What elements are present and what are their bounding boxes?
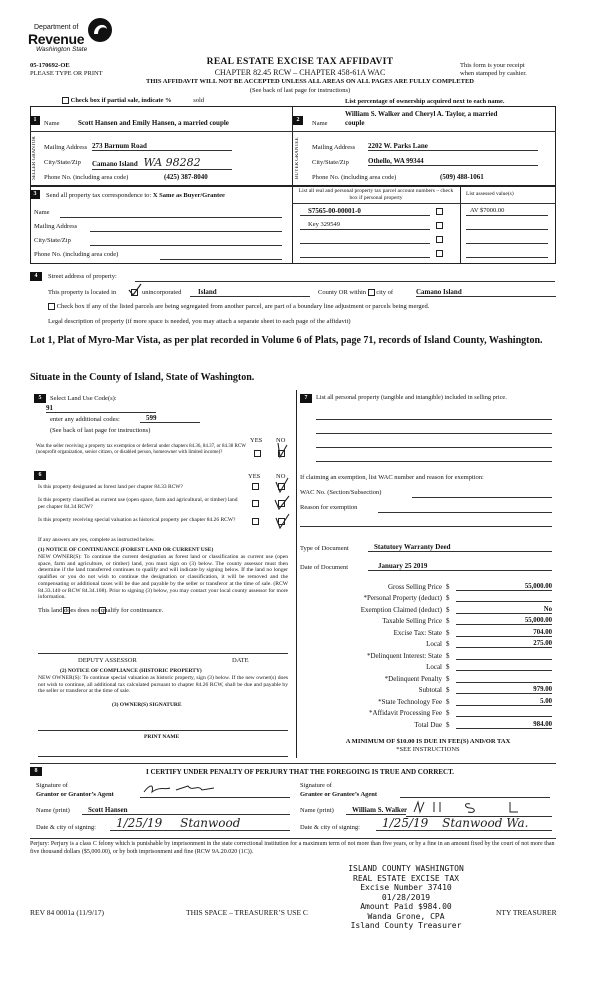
rev-number: REV 84 0001a (11/9/17) (30, 908, 104, 917)
fee-label: *Delinquent Interest: State (366, 651, 442, 660)
section-4-tag: 4 (30, 272, 42, 281)
seller-phone[interactable]: (425) 387-8040 (164, 173, 208, 181)
land-does-not-checkbox[interactable] (99, 607, 106, 614)
stamp-line: 01/28/2019 (381, 892, 431, 902)
assessed-header: List assessed value(s) (466, 191, 514, 197)
partial-sale-checkbox[interactable] (62, 97, 69, 104)
doc-type[interactable]: Statutory Warranty Deed (368, 543, 552, 552)
see-back-note: (See back of last page for instructions) (249, 87, 351, 94)
legal-label: Legal description of property (if more space is needed, you may attach a separate sheet to each page of the affidavit) (48, 318, 351, 325)
s6-q1-yes[interactable] (252, 483, 259, 490)
parcel-key[interactable]: Key 329549 (308, 221, 340, 228)
fee-dollar: $ (446, 628, 450, 637)
section-1-tag: 1 (30, 116, 40, 125)
fee-dollar: $ (446, 605, 450, 614)
wac-label: WAC No. (Section/Subsection) (300, 489, 382, 496)
fee-label: Taxable Selling Price (382, 617, 442, 625)
grantor-city: Stanwood (180, 816, 241, 830)
fee-value[interactable] (456, 708, 552, 717)
grantee-date-label: Date & city of signing: (300, 824, 360, 831)
fee-value[interactable]: 984.00 (456, 721, 552, 729)
stamp-line: Island County Treasurer (350, 921, 462, 930)
receipt-note-1: This form is your receipt (460, 62, 525, 69)
section-3-tag: 3 (30, 190, 40, 199)
fee-label: Gross Selling Price (387, 582, 442, 591)
fee-value[interactable] (456, 593, 552, 602)
form-chapter: CHAPTER 82.45 RCW – CHAPTER 458-61A WAC (214, 68, 386, 77)
notice2-body: NEW OWNER(S): To continue special valuation as historic property, sign (3) below. If the new owner(s) does not wish to continue, all additional tax calculated pursuant to chapter 84.26 RCW, shall be due and payable by the seller or transferor at the time of sale. (38, 675, 288, 695)
personal-property-label: List all personal property (tangible and intangible) included in selling price. (316, 394, 507, 401)
section-8-tag: 8 (30, 767, 42, 776)
unincorporated-label: unincorporated (142, 289, 182, 296)
fee-row (300, 648, 556, 660)
grantee-name-label: Name (print) (300, 807, 334, 814)
fee-label: Local (426, 640, 442, 648)
city-checkbox[interactable] (368, 289, 375, 296)
s6-q3: Is this property receiving special valuation as historical property per chapter 84.26 RCW? (38, 517, 236, 523)
fee-row (300, 706, 556, 718)
unincorporated-check-icon (127, 283, 143, 297)
land-does-checkbox[interactable] (63, 607, 70, 614)
perjury-note: Perjury: Perjury is a class C felony which is punishable by imprisonment in the state correctional institution for a maximum term of not more than five years, or by a fine in an amount fixed by the court of not more than five thousand dollars ($5,000.00), or by both imprisonment and fine (RCW 9A.20.020 (1C)). (30, 841, 555, 855)
correspondence-label: Send all property tax correspondence to: X Same as Buyer/Grantee (46, 192, 225, 199)
seller-city-handwritten: WA 98282 (143, 156, 201, 169)
fees-table (300, 579, 556, 729)
stamp-line: Amount Paid $984.00 (360, 902, 452, 911)
fee-value[interactable]: 55,000.00 (456, 617, 552, 625)
deputy-assessor: DEPUTY ASSESSOR (78, 657, 137, 664)
grantee-city: Stanwood Wa. (442, 816, 529, 830)
grantee-sig-label-1: Signature of (300, 782, 332, 789)
grantor-sig-label-1: Signature of (36, 782, 68, 789)
county-value[interactable]: Island (190, 288, 310, 297)
fee-row (300, 660, 556, 672)
seller-name-label: Name (44, 120, 60, 127)
please-type: PLEASE TYPE OR PRINT (30, 70, 103, 77)
stamp-line: Excise Number 37410 (360, 883, 452, 892)
treasurer-space-left: THIS SPACE – TREASURER’S USE C (186, 908, 308, 917)
grantor-name[interactable]: Scott Hansen (82, 806, 290, 815)
s5-no-check-icon (275, 441, 289, 459)
buyer-city[interactable]: Othello, WA 99344 (368, 157, 538, 166)
fee-row (300, 637, 556, 649)
fee-value[interactable]: 275.00 (456, 640, 552, 648)
section-5-tag: 5 (34, 394, 46, 403)
stamp-line: REAL ESTATE EXCISE TAX (353, 873, 459, 883)
buyer-name-line1[interactable]: William S. Walker and Cheryl A. Taylor, a married (345, 110, 498, 118)
grantee-sig-label-2: Grantee or Grantee’s Agent (300, 791, 378, 798)
street-address-label: Street address of property: (48, 273, 117, 280)
fee-dollar: $ (446, 709, 450, 717)
buyer-phone-label: Phone No. (including area code) (312, 174, 397, 181)
logo-line1: Department of (34, 24, 79, 31)
fee-row (300, 579, 556, 591)
seller-city-label: City/State/Zip (44, 159, 81, 166)
s6-no: NO (276, 473, 286, 480)
fee-value[interactable]: No (456, 606, 552, 614)
fee-dollar: $ (446, 594, 450, 602)
if-yes-note: If any answers are yes, complete as instructed below. (38, 537, 155, 543)
fee-value[interactable] (456, 662, 552, 671)
minimum-fee-note: A MINIMUM OF $10.00 IS DUE IN FEE(S) AND/OR TAX (345, 738, 511, 745)
fee-row (300, 614, 556, 626)
grantor-name-label: Name (print) (36, 807, 70, 814)
fee-dollar: $ (446, 686, 450, 694)
fee-label: Excise Tax: State (393, 628, 442, 637)
seller-city-text: Camano Island (92, 160, 138, 168)
certify-line: I CERTIFY UNDER PENALTY OF PERJURY THAT THE FOREGOING IS TRUE AND CORRECT. (145, 768, 454, 776)
fee-dollar: $ (446, 582, 450, 591)
s6-no-checks-icon (272, 476, 292, 532)
reason-label: Reason for exemption (300, 504, 358, 511)
fee-dollar: $ (446, 697, 450, 706)
dor-logo (28, 16, 118, 56)
fee-row (300, 683, 556, 695)
logo-line2: Revenue (28, 31, 85, 47)
partial-sale-row (62, 97, 204, 104)
fee-value[interactable] (456, 651, 552, 660)
grantee-date: 1/25/19 (382, 816, 429, 830)
additional-codes[interactable]: 599 (140, 414, 200, 423)
notice1-title: (1) NOTICE OF CONTINUANCE (FOREST LAND OR CURRENT USE) (38, 547, 214, 553)
segregated-label: Check box if any of the listed parcels are being segregated from another parcel, are part of a boundary line adjustment or parcels being merged. (56, 303, 430, 310)
s6-q1: Is this property designated as forest land per chapter 84.33 RCW? (38, 484, 183, 490)
fee-label: Subtotal (418, 686, 442, 694)
s5-no: NO (276, 437, 286, 444)
legal-description[interactable]: Lot 1, Plat of Myro-Mar Vista, as per plat recorded in Volume 6 of Plats, page 71, records of Island County, Washington. (30, 335, 543, 346)
additional-codes-label: enter any additional codes: (50, 416, 120, 423)
treasurer-space-right: NTY TREASURER (496, 908, 557, 917)
fee-value[interactable] (456, 674, 552, 683)
owner-signature-label: (3) OWNER(S) SIGNATURE (112, 702, 182, 708)
doc-date[interactable]: January 25 2019 (368, 562, 552, 571)
fee-row (300, 717, 556, 729)
s5-see-back: (See back of last page for instructions) (50, 427, 151, 434)
buyer-name-line2[interactable]: couple (345, 119, 365, 127)
buyer-name-label: Name (312, 120, 328, 127)
exemption-claim-label: If claiming an exemption, list WAC number and reason for exemption: (300, 474, 484, 481)
s3-name-label: Name (34, 209, 50, 216)
s6-q3-yes[interactable] (252, 518, 259, 525)
parcel-header: List all real and personal property tax parcel account numbers – check box if personal property (298, 188, 454, 201)
s3-phone-label: Phone No. (including area code) (34, 251, 119, 258)
parcel-1-checkbox[interactable] (436, 208, 443, 215)
seller-city[interactable] (92, 156, 232, 170)
buyer-side-label: BUYER GRANTEE (295, 137, 300, 179)
fee-dollar: $ (446, 651, 450, 660)
parcel-4-checkbox[interactable] (436, 250, 443, 257)
fee-value[interactable]: 55,000.00 (456, 583, 552, 591)
section-2-tag: 2 (293, 116, 303, 125)
s3-mailing-label: Mailing Address (34, 223, 78, 230)
fee-label: *State Technology Fee (378, 697, 442, 706)
parcel-3-checkbox[interactable] (436, 236, 443, 243)
parcel-2-checkbox[interactable] (436, 222, 443, 229)
segregated-checkbox[interactable] (48, 303, 55, 310)
situate-line[interactable]: Situate in the County of Island, State of Washington. (30, 372, 255, 383)
partial-sale-label: Check box if partial sale, indicate % (70, 97, 172, 104)
seller-mailing[interactable]: 273 Barnum Road (92, 142, 232, 151)
grantor-date: 1/25/19 (116, 816, 163, 830)
s5-yes-checkbox[interactable] (254, 450, 261, 457)
fee-dollar: $ (446, 674, 450, 683)
fee-value[interactable]: 979.00 (456, 686, 552, 694)
stamp-line: Wanda Grone, CPA (367, 911, 445, 921)
fee-row (300, 591, 556, 603)
s5-yes: YES (250, 437, 263, 444)
logo-swirl-icon (86, 16, 114, 44)
print-name-label: PRINT NAME (144, 734, 180, 740)
land-continuance: This land does does not qualify for continuance. (38, 607, 164, 614)
fee-dollar: $ (446, 663, 450, 671)
ownership-note: List percentage of ownership acquired next to each name. (345, 98, 505, 105)
seller-phone-label: Phone No. (including area code) (44, 174, 129, 181)
fee-label: Local (426, 663, 442, 671)
fee-label: Exemption Claimed (deduct) (360, 605, 442, 614)
partial-sale-sold: sold (193, 97, 205, 104)
fee-row (300, 625, 556, 637)
receipt-note-2: when stamped by cashier. (460, 70, 527, 77)
land-use-code[interactable]: 91 (46, 404, 156, 413)
grantor-date-city[interactable] (110, 816, 290, 831)
fee-dollar: $ (446, 640, 450, 648)
county-or-label: County OR within city of (318, 289, 394, 296)
buyer-city-label: City/State/Zip (312, 159, 349, 166)
buyer-mailing-label: Mailing Address (312, 144, 356, 151)
seller-name[interactable]: Scott Hansen and Emily Hansen, a married couple (78, 119, 229, 127)
seller-side-label: SELLER GRANTOR (32, 136, 37, 180)
city-value[interactable]: Camano Island (416, 288, 556, 297)
fee-value[interactable]: 5.00 (456, 698, 552, 706)
segregated-row (48, 303, 429, 310)
form-number: 05-170692-OE (30, 62, 70, 69)
grantor-signature[interactable] (140, 780, 250, 798)
s6-yes: YES (248, 473, 261, 480)
parcel-number[interactable]: S7565-00-00001-0 (308, 207, 361, 215)
see-instructions: *SEE INSTRUCTIONS (396, 746, 460, 753)
grantee-signature[interactable] (410, 798, 550, 816)
doc-type-label: Type of Document (300, 545, 349, 552)
doc-date-label: Date of Document (300, 564, 349, 571)
fee-label: *Personal Property (deduct) (363, 594, 442, 602)
exemption-question: Was the seller receiving a property tax exemption or deferral under chapters 84.36, 84.37, or 84.38 RCW (nonprofit organization, senior citizen, or disabled person, homeowner with limited income)? (36, 444, 246, 455)
section-6-tag: 6 (34, 471, 46, 480)
located-label: This property is located in (48, 289, 117, 296)
land-use-label: Select Land Use Code(s): (50, 395, 117, 402)
s3-city-label: City/State/Zip (34, 237, 71, 244)
notice1-body: NEW OWNER(S): To continue the current designation as forest land or classification as current use (open space, farm and agriculture, or timber) land, you must sign on (3) below. The county assessor must then determine if the land transferred continues to qualify and will indicate by signing below. If the land no longer qualifies or you do not wish to continue the designation or classification, it will be removed and the compensating or additional taxes will be due and payable by the seller or transferor at the time of sale. (RCW 84.33.140 or RCW 84.34.108). Prior to signing (3) below, you may contact your local county assessor for more information. (38, 554, 288, 601)
fee-dollar: $ (446, 617, 450, 625)
section-7-tag: 7 (300, 394, 312, 403)
form-warning: THIS AFFIDAVIT WILL NOT BE ACCEPTED UNLESS ALL AREAS ON ALL PAGES ARE FULLY COMPLETED (146, 78, 474, 85)
seller-mailing-label: Mailing Address (44, 144, 88, 151)
deputy-date: DATE (232, 657, 249, 664)
buyer-phone[interactable]: (509) 488-1061 (440, 173, 484, 181)
form-title: REAL ESTATE EXCISE TAX AFFIDAVIT (206, 57, 394, 67)
treasurer-stamp (326, 864, 486, 931)
s6-q2: Is this property classified as current use (open space, farm and agricultural, or timber) land per chapter 84.34 RCW? (38, 497, 238, 510)
buyer-mailing[interactable]: 2202 W. Parks Lane (368, 142, 538, 151)
grantor-sig-label-2: Grantor or Grantor’s Agent (36, 791, 114, 798)
s6-q2-yes[interactable] (252, 500, 259, 507)
fee-row (300, 602, 556, 614)
grantee-name[interactable]: William S. Walker (346, 806, 406, 815)
stamp-line: ISLAND COUNTY WASHINGTON (348, 864, 464, 873)
grantee-date-city[interactable] (376, 816, 552, 831)
grantor-date-label: Date & city of signing: (36, 824, 96, 831)
fee-row (300, 671, 556, 683)
fee-value[interactable]: 704.00 (456, 629, 552, 637)
fee-row (300, 694, 556, 706)
fee-label: Total Due (414, 720, 442, 729)
fee-label: *Delinquent Penalty (384, 674, 442, 683)
fee-label: *Affidavit Processing Fee (369, 709, 442, 717)
assessed-value[interactable]: AV $7000.00 (470, 207, 505, 214)
notice2-title: (2) NOTICE OF COMPLIANCE (HISTORIC PROPERTY) (60, 668, 202, 674)
logo-line3: Washington State (36, 46, 88, 53)
fee-dollar: $ (446, 720, 450, 729)
